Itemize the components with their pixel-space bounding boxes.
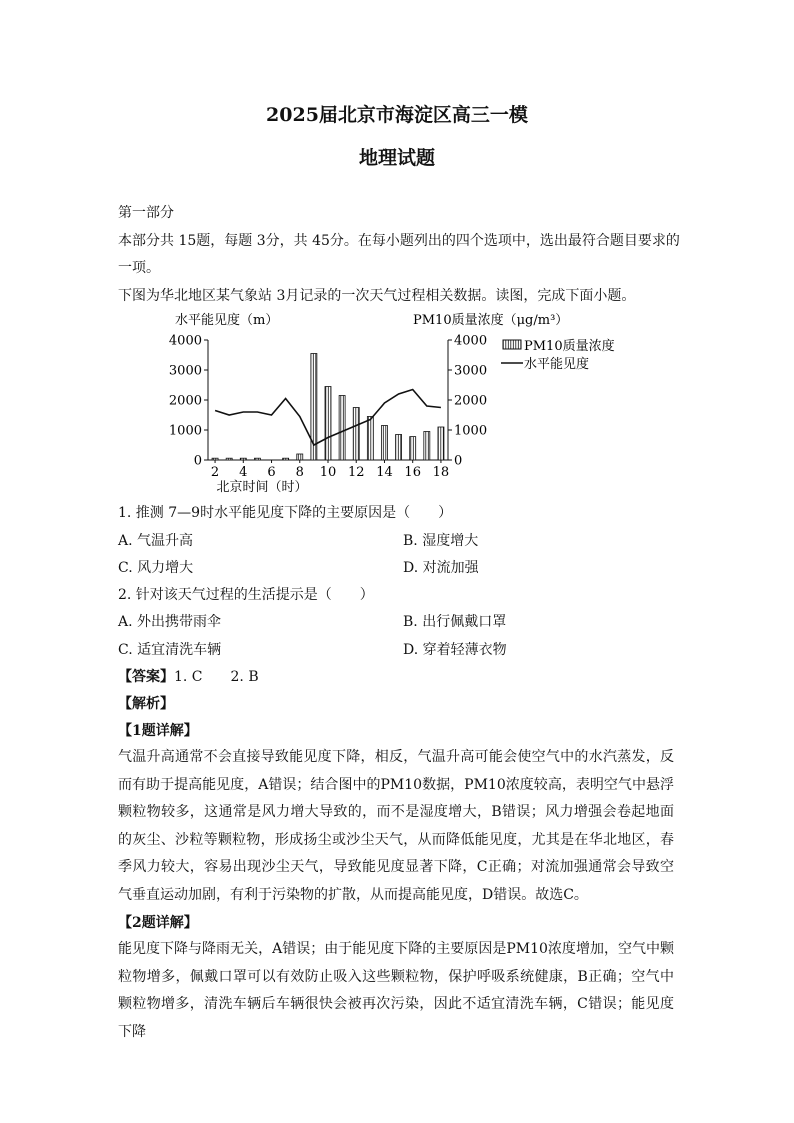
x-tick-label: 12 bbox=[347, 465, 365, 480]
y-left-tick-label: 1000 bbox=[168, 423, 202, 439]
legend-bar-swatch bbox=[503, 340, 521, 349]
y-left-tick-label: 4000 bbox=[168, 333, 202, 349]
answer-line bbox=[118, 667, 259, 687]
instructions-line-1: 本部分共 15题，每题 3分，共 45分。在每小题列出的四个选项中，选出最符合题目要求的 bbox=[118, 233, 680, 249]
question-1-stem: 1. 推测 7—9时水平能见度下降的主要原因是（ ） bbox=[118, 505, 453, 521]
question-2-option-a: A. 外出携带雨伞 bbox=[118, 614, 222, 630]
y-right-tick-label: 0 bbox=[454, 453, 463, 469]
pm10-bar bbox=[367, 417, 373, 461]
x-tick-label: 16 bbox=[404, 465, 421, 480]
legend-bar-label: PM10质量浓度 bbox=[524, 339, 615, 354]
x-tick-label: 18 bbox=[432, 465, 450, 480]
pm10-bar bbox=[240, 458, 246, 460]
y-right-tick-label: 2000 bbox=[454, 393, 488, 409]
page-title: 2025届北京市海淀区高三一模 bbox=[266, 104, 528, 126]
y-left-label: 水平能见度（m） bbox=[175, 313, 279, 328]
x-tick-label: 10 bbox=[319, 465, 337, 480]
question-2-option-b: B. 出行佩戴口罩 bbox=[403, 614, 507, 630]
pm10-bar bbox=[339, 396, 345, 461]
y-left-tick-label: 3000 bbox=[168, 363, 202, 379]
legend-line-label: 水平能见度 bbox=[524, 357, 590, 372]
question-2-stem: 2. 针对该天气过程的生活提示是（ ） bbox=[118, 587, 374, 603]
chart-legend bbox=[501, 338, 615, 372]
pm10-bar bbox=[297, 454, 303, 460]
x-axis-label: 北京时间（时） bbox=[216, 480, 308, 495]
y-left-tick-label: 2000 bbox=[168, 393, 202, 409]
pm10-bar bbox=[410, 437, 416, 460]
question-2-option-c: C. 适宜清洗车辆 bbox=[118, 642, 222, 658]
question-1-option-b: B. 湿度增大 bbox=[403, 533, 479, 549]
weather-chart bbox=[160, 306, 640, 502]
question-1-option-c: C. 风力增大 bbox=[118, 560, 194, 576]
y-right-tick-label: 4000 bbox=[454, 333, 488, 349]
y-right-label: PM10质量浓度（μg/m³） bbox=[413, 313, 569, 328]
q2-analysis-text: 能见度下降与降雨无关，A错误；由于能见度下降的主要原因是PM10浓度增加，空气中颗粒物增多，佩戴口罩可以有效防止吸入这些颗粒物，保护呼吸系统健康，B正确；空气中颗粒物增多，清洗车辆后车辆很快会被再次污染，因此不适宜清洗车辆，C错误；能见度下降 bbox=[118, 941, 674, 1040]
part-heading: 第一部分 bbox=[118, 205, 174, 221]
pm10-bar bbox=[424, 432, 430, 461]
analysis-label: 【解析】 bbox=[118, 696, 174, 712]
y-left-tick-label: 0 bbox=[193, 453, 202, 469]
pm10-bar bbox=[283, 458, 289, 460]
pm10-bar bbox=[212, 458, 218, 460]
answer-text: 1. C 2. B bbox=[174, 669, 259, 685]
y-right-tick-label: 1000 bbox=[454, 423, 488, 439]
question-1-option-d: D. 对流加强 bbox=[403, 560, 479, 576]
pm10-bar bbox=[381, 426, 387, 461]
pm10-bar bbox=[325, 387, 331, 461]
x-tick-label: 6 bbox=[267, 465, 276, 480]
pm10-bar bbox=[438, 427, 444, 460]
instructions-line-2: 一项。 bbox=[118, 260, 160, 276]
page-subtitle: 地理试题 bbox=[358, 147, 435, 169]
pm10-bar bbox=[254, 458, 260, 460]
x-tick-label: 2 bbox=[210, 465, 220, 480]
x-tick-label: 8 bbox=[295, 465, 304, 480]
x-tick-label: 14 bbox=[376, 465, 393, 480]
question-2-option-d: D. 穿着轻薄衣物 bbox=[403, 642, 507, 658]
question-1-option-a: A. 气温升高 bbox=[118, 533, 194, 549]
x-tick-label: 4 bbox=[239, 465, 248, 480]
q1-analysis-heading: 【1题详解】 bbox=[118, 723, 198, 739]
pm10-bar bbox=[353, 408, 359, 461]
q2-analysis-heading: 【2题详解】 bbox=[118, 915, 198, 931]
question-stem-intro: 下图为华北地区某气象站 3月记录的一次天气过程相关数据。读图，完成下面小题。 bbox=[118, 288, 636, 304]
pm10-bar bbox=[396, 435, 402, 461]
q1-analysis-text: 气温升高通常不会直接导致能见度下降，相反，气温升高可能会使空气中的水汽蒸发，反而有助于提高能见度，A错误；结合图中的PM10数据，PM10浓度较高，表明空气中悬浮颗粒物较多，这通常是风力增大导致的，而不是湿度增大，B错误；风力增强会卷起地面的灰尘、沙粒等颗粒物，形成扬尘或沙尘天气，从而降低能见度，尤其是在华北地区，春季风力较大，容易出现沙尘天气，导致能见度显著下降，C正确；对流加强通常会导致空气垂直运动加剧，有利于污染物的扩散，从而提高能见度，D错误。故选C。 bbox=[118, 749, 674, 903]
pm10-bar bbox=[226, 458, 232, 460]
y-right-tick-label: 3000 bbox=[454, 363, 488, 379]
answer-label: 【答案】 bbox=[118, 669, 174, 685]
